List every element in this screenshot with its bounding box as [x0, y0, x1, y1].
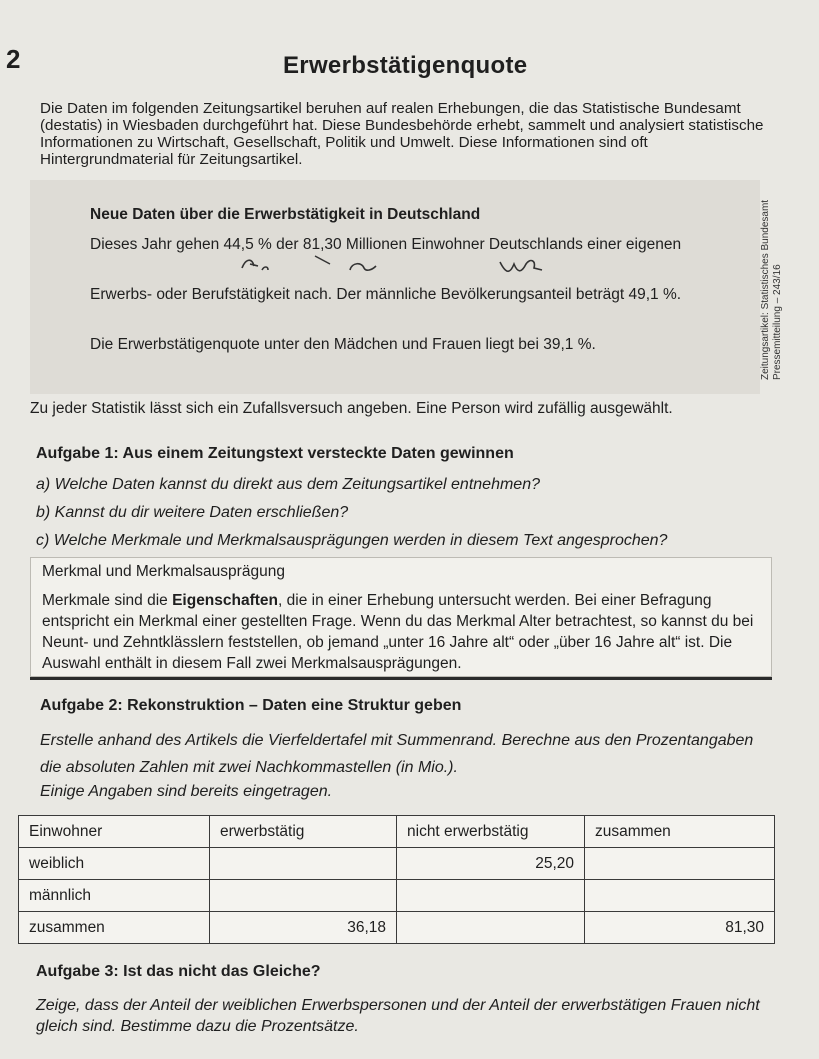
handwritten-scribbles [230, 254, 560, 276]
task3-text: Zeige, dass der Anteil der weiblichen Erwerbspersonen und der Anteil der erwerbstätigen Frauen nicht gleich sind. Bestimme dazu die Prozentsätze. [36, 997, 760, 1035]
table-cell [210, 880, 397, 912]
table-cell [397, 912, 585, 944]
table-cell: 36,18 [210, 912, 397, 944]
source-line-1: Zeitungsartikel: Statistisches Bundesamt [760, 199, 771, 380]
article-paragraph-2: Erwerbs- oder Berufstätigkeit nach. Der männliche Bevölkerungsanteil beträgt 49,1 %. [90, 286, 682, 303]
task3-title: Aufgabe 3: Ist das nicht das Gleiche? [36, 963, 321, 980]
task1-question-b: b) Kannst du dir weitere Daten erschließen? [36, 504, 349, 521]
task2-note: Einige Angaben sind bereits eingetragen. [40, 783, 333, 800]
info-box-body [42, 590, 762, 674]
table-cell: 25,20 [397, 848, 585, 880]
table-cell [585, 880, 775, 912]
source-line-2: Pressemitteilung – 243/16 [772, 264, 783, 380]
article-paragraph-3: Die Erwerbstätigenquote unter den Mädchen und Frauen liegt bei 39,1 %. [90, 336, 596, 353]
article-source-note [760, 160, 784, 380]
task1-question-c: c) Welche Merkmale und Merkmalsausprägungen werden in diesem Text angesprochen? [36, 532, 668, 549]
task1-question-a: a) Welche Daten kannst du direkt aus dem Zeitungsartikel entnehmen? [36, 476, 540, 493]
info-body-start: Merkmale sind die [42, 592, 173, 609]
table-row [19, 880, 775, 912]
table-cell [210, 848, 397, 880]
table-row [19, 848, 775, 880]
article-paragraph-1: Dieses Jahr gehen 44,5 % der 81,30 Millionen Einwohner Deutschlands einer eigenen [90, 236, 682, 253]
intro-paragraph: Die Daten im folgenden Zeitungsartikel beruhen auf realen Erhebungen, die das Statistische Bundesamt (destatis) in Wiesbaden durchgeführt hat. Diese Bundesbehörde erhebt, sammelt und analysiert statistische Informationen zu Wirtschaft, Gesellschaft, Politik und Umwelt. Diese Informationen sind oft Hintergrundmaterial für Zeitungsartikel. [40, 100, 764, 168]
table-cell [397, 880, 585, 912]
table-row-label: zusammen [19, 912, 210, 944]
contingency-table [18, 815, 775, 944]
table-header-cell: zusammen [585, 816, 775, 848]
task2-text: Erstelle anhand des Artikels die Vierfeldertafel mit Summenrand. Berechne aus den Prozentangaben die absoluten Zahlen mit zwei Nachkommastellen (in Mio.). [40, 732, 754, 776]
info-body-bold: Eigenschaften [172, 592, 279, 609]
table-header-row [19, 816, 775, 848]
table-header-cell: Einwohner [19, 816, 210, 848]
table-header-cell: nicht erwerbstätig [397, 816, 585, 848]
page-title: Erwerbstätigenquote [283, 52, 528, 79]
task2-title: Aufgabe 2: Rekonstruktion – Daten eine Struktur geben [40, 697, 462, 714]
table-row-label: männlich [19, 880, 210, 912]
table-header-cell: erwerbstätig [210, 816, 397, 848]
page-number: 2 [6, 44, 21, 74]
info-body-rest: , die in einer Erhebung untersucht werden. Bei einer Befragung entspricht ein Merkmal einer gestellten Frage. Wenn du das Merkmal Alter betrachtest, so kannst du bei Neunt- und Zehntklässlern feststellen, ob jemand „unter 16 Jahre alt“ oder „über 16 Jahre alt“ ist. Die Auswahl enthält in diesem Fall zwei Merkmalsausprägungen. [42, 592, 754, 672]
random-experiment-text: Zu jeder Statistik lässt sich ein Zufallsversuch angeben. Eine Person wird zufällig ausgewählt. [30, 400, 673, 417]
task1-title: Aufgabe 1: Aus einem Zeitungstext versteckte Daten gewinnen [36, 445, 514, 462]
article-headline: Neue Daten über die Erwerbstätigkeit in Deutschland [90, 206, 481, 223]
table-cell: 81,30 [585, 912, 775, 944]
table-row [19, 912, 775, 944]
table-row-label: weiblich [19, 848, 210, 880]
info-box-title: Merkmal und Merkmalsausprägung [42, 563, 285, 580]
table-cell [585, 848, 775, 880]
